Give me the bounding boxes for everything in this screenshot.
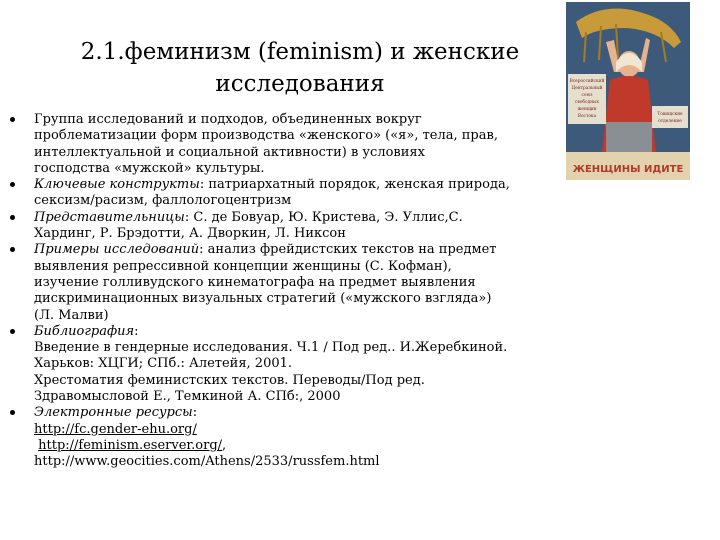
bullet-line: Хрестоматия феминистских текстов. Переводы/Под ред. bbox=[34, 372, 425, 388]
slide-title-line-2: исследования bbox=[215, 71, 385, 97]
link-gender-ehu[interactable]: http://fc.gender-ehu.org/ bbox=[34, 421, 197, 437]
bullet-line bbox=[34, 324, 570, 340]
link-suffix: , bbox=[222, 437, 227, 453]
poster-right-text: отделение bbox=[658, 119, 682, 124]
bullet-line: Здравомысловой Е., Темкиной А. СПб:, 2000 bbox=[34, 389, 341, 405]
propaganda-poster-image bbox=[566, 2, 690, 180]
bullet-dot-icon bbox=[10, 215, 15, 220]
poster-bottom-text: ЖЕНЩИНЫ ИДИТЕ bbox=[572, 164, 684, 175]
bullet-line bbox=[34, 422, 570, 438]
bullet-term: Электронные ресурсы bbox=[34, 405, 193, 421]
bullet-item-key-constructs bbox=[0, 177, 570, 210]
bullet-item-examples bbox=[0, 242, 570, 323]
link-feminism-eserver[interactable]: http://feminism.eserver.org/ bbox=[38, 437, 223, 453]
poster-right-text: Товищские bbox=[657, 112, 683, 117]
bullet-line: господства «мужской» культуры. bbox=[34, 160, 265, 176]
bullet-item-electronic-resources bbox=[0, 405, 570, 470]
bullet-line: проблематизации форм производства «женского» («я», тела, прав, bbox=[34, 128, 498, 144]
bullet-term-rest: : bbox=[134, 323, 139, 339]
bullet-list bbox=[0, 112, 570, 471]
bullet-term: Ключевые конструкты bbox=[34, 177, 200, 193]
bullet-term: Представительницы bbox=[34, 209, 185, 225]
bullet-line: Введение в гендерные исследования. Ч.1 / Под ред.. И.Жеребкиной. bbox=[34, 340, 508, 356]
bullet-dot-icon bbox=[10, 329, 15, 334]
bullet-line bbox=[34, 177, 570, 193]
bullet-term-rest: : С. де Бовуар, Ю. Кристева, Э. Уллис,С. bbox=[184, 209, 463, 225]
bullet-line: сексизм/расизм, фаллологоцентризм bbox=[34, 193, 292, 209]
bullet-line: Хардинг, Р. Брэдотти, А. Дворкин, Л. Никсон bbox=[34, 226, 346, 242]
bullet-line: интеллектуальной и социальной активности) в условиях bbox=[34, 144, 425, 160]
slide-title bbox=[40, 36, 560, 100]
bullet-line bbox=[34, 242, 570, 258]
bullet-item-definition bbox=[0, 112, 570, 177]
bullet-line: Харьков: ХЦГИ; СПб.: Алетейя, 2001. bbox=[34, 356, 293, 372]
bullet-term: Библиография bbox=[34, 323, 135, 339]
poster-left-text: Востока bbox=[577, 114, 597, 119]
bullet-line: http://www.geocities.com/Athens/2533/russfem.html bbox=[34, 454, 380, 470]
bullet-line: выявления репрессивной концепции женщины (С. Кофман), bbox=[34, 258, 452, 274]
bullet-term-rest: : анализ фрейдистских текстов на предмет bbox=[199, 242, 497, 258]
bullet-dot-icon bbox=[10, 117, 15, 122]
poster-left-text: свободных bbox=[575, 100, 599, 105]
bullet-term-rest: : патриархатный порядок, женская природа, bbox=[199, 177, 510, 193]
bullet-line bbox=[34, 210, 570, 226]
bullet-term: Примеры исследований bbox=[34, 242, 200, 258]
bullet-item-representatives bbox=[0, 210, 570, 243]
bullet-item-bibliography bbox=[0, 324, 570, 405]
bullet-dot-icon bbox=[10, 410, 15, 415]
bullet-dot-icon bbox=[10, 247, 15, 252]
bullet-line: (Л. Малви) bbox=[34, 307, 109, 323]
poster-left-text: Всероссийский bbox=[569, 79, 605, 84]
poster-left-text: союз bbox=[581, 93, 593, 98]
poster-left-text: Центральный bbox=[571, 86, 603, 91]
bullet-line: дискриминационных визуальных стратегий («мужского взгляда») bbox=[34, 291, 492, 307]
bullet-line: Группа исследований и подходов, объединенных вокруг bbox=[34, 112, 422, 127]
bullet-line: изучение голливудского кинематографа на предмет выявления bbox=[34, 274, 476, 290]
bullet-term-rest: : bbox=[192, 405, 198, 421]
poster-left-text: женщин bbox=[577, 107, 597, 112]
bullet-line bbox=[34, 438, 570, 454]
slide-title-line-1: 2.1.феминизм (feminism) и женские bbox=[80, 39, 520, 65]
bullet-line bbox=[34, 405, 570, 421]
bullet-dot-icon bbox=[10, 182, 15, 187]
